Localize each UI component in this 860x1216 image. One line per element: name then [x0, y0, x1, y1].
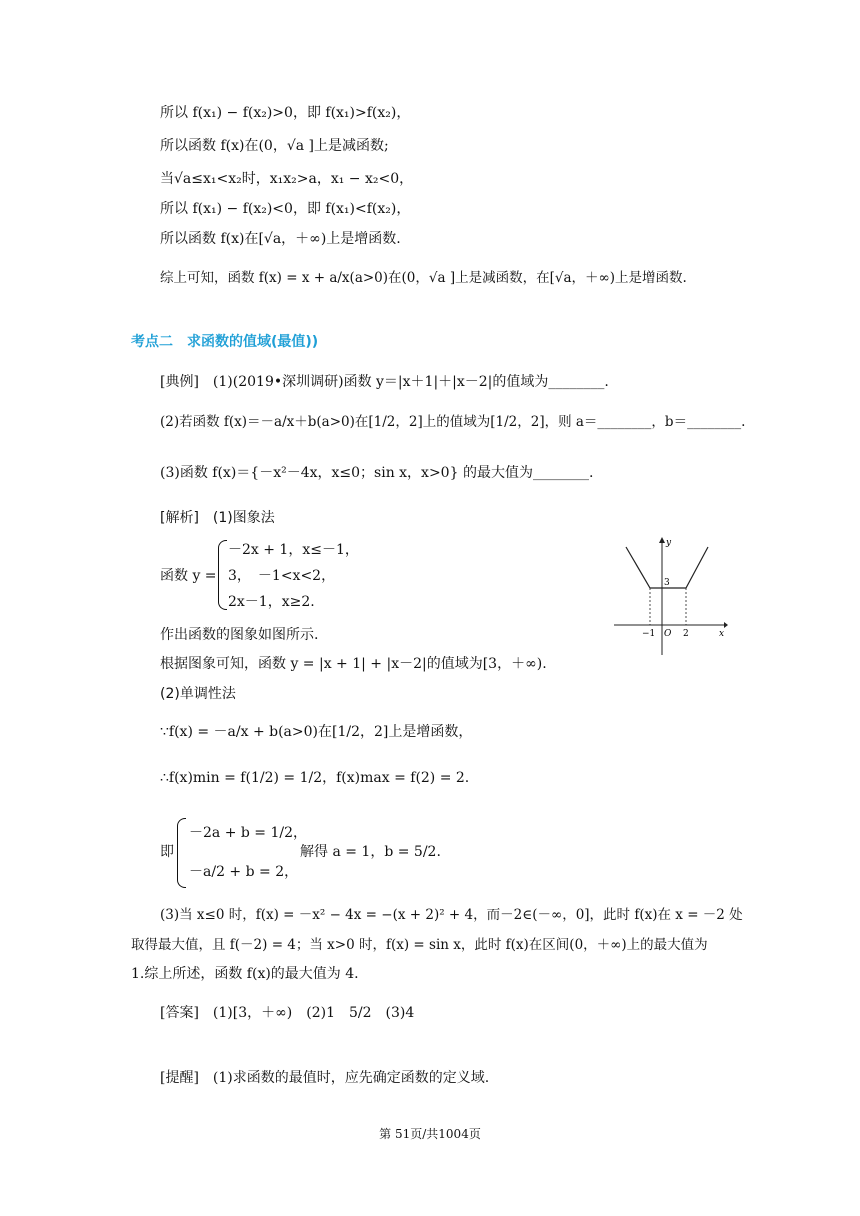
text-line: 所以函数 f(x)在(0，√a ]上是减函数;	[160, 138, 389, 154]
label-two: 2	[683, 629, 689, 639]
piece-3: 2x－1，x≥2.	[228, 594, 315, 610]
piece-1: －2x + 1，x≤－1，	[228, 542, 359, 558]
system-eq1: －2a + b = 1/2，	[189, 825, 308, 841]
text-line: 所以 f(x₁) − f(x₂)<0，即 f(x₁)<f(x₂)，	[160, 201, 411, 217]
system-eq2: －a/2 + b = 2，	[189, 864, 299, 880]
answer: [答案] (1)[3，＋∞) (2)1 5/2 (3)4	[160, 1005, 415, 1021]
part3-line1: (3)当 x≤0 时，f(x) = －x² − 4x = −(x + 2)² + 4，而－2∈(－∞，0]，此时 f(x)在 x = －2 处	[160, 907, 743, 923]
section-title: 考点二 求函数的值域(最值))	[131, 334, 319, 350]
tip: [提醒] (1)求函数的最值时，应先确定函数的定义域.	[160, 1070, 490, 1086]
method2: (2)单调性法	[160, 686, 236, 702]
brace	[218, 540, 227, 610]
label-origin: O	[664, 629, 672, 639]
y-axis-label: y	[666, 538, 672, 548]
analysis-label: [解析] (1)图象法	[160, 510, 275, 526]
page-footer: 第 51页/共1004页	[379, 1127, 481, 1141]
graph-conclusion: 根据图象可知，函数 y = |x + 1| + |x－2|的值域为[3，＋∞).	[160, 656, 547, 672]
system-brace	[177, 818, 186, 888]
part3-line3: 1.综上所述，函数 f(x)的最大值为 4.	[131, 966, 359, 982]
example-q3: (3)函数 f(x)＝{－x²－4x，x≤0；sin x，x>0} 的最大值为________.	[160, 465, 594, 481]
label-neg-one: −1	[642, 629, 656, 639]
piece-intro: 函数 y =	[160, 568, 217, 584]
solution: 解得 a = 1，b = 5/2.	[300, 844, 441, 860]
text-line: 所以函数 f(x)在[√a，＋∞)上是增函数.	[160, 231, 401, 247]
label-three: 3	[664, 578, 670, 588]
piece-2: 3， －1<x<2，	[228, 568, 336, 584]
system-prefix: 即	[160, 844, 174, 860]
x-axis-label: x	[719, 629, 725, 639]
step1: ∵f(x) = －a/x + b(a>0)在[1/2，2]上是增函数，	[160, 724, 473, 740]
text-line: 所以 f(x₁) − f(x₂)>0，即 f(x₁)>f(x₂)，	[160, 105, 411, 121]
function-graph	[612, 535, 728, 657]
graph-note: 作出函数的图象如图所示.	[160, 627, 319, 643]
text-line: 当√a≤x₁<x₂时，x₁x₂>a，x₁ − x₂<0，	[160, 171, 414, 187]
step2: ∴f(x)min = f(1/2) = 1/2，f(x)max = f(2) = 2.	[160, 770, 470, 786]
text-line: 综上可知，函数 f(x) = x + a/x(a>0)在(0，√a ]上是减函数，在[√a，＋∞)上是增函数.	[160, 270, 687, 286]
example-q1: [典例] (1)(2019•深圳调研)函数 y＝|x＋1|＋|x－2|的值域为________.	[160, 374, 609, 390]
example-q2: (2)若函数 f(x)＝－a/x＋b(a>0)在[1/2，2]上的值域为[1/2，2]，则 a＝________，b＝________.	[160, 414, 746, 430]
part3-line2: 取得最大值，且 f(－2) = 4；当 x>0 时，f(x) = sin x，此时 f(x)在区间(0，＋∞)上的最大值为	[131, 937, 708, 953]
